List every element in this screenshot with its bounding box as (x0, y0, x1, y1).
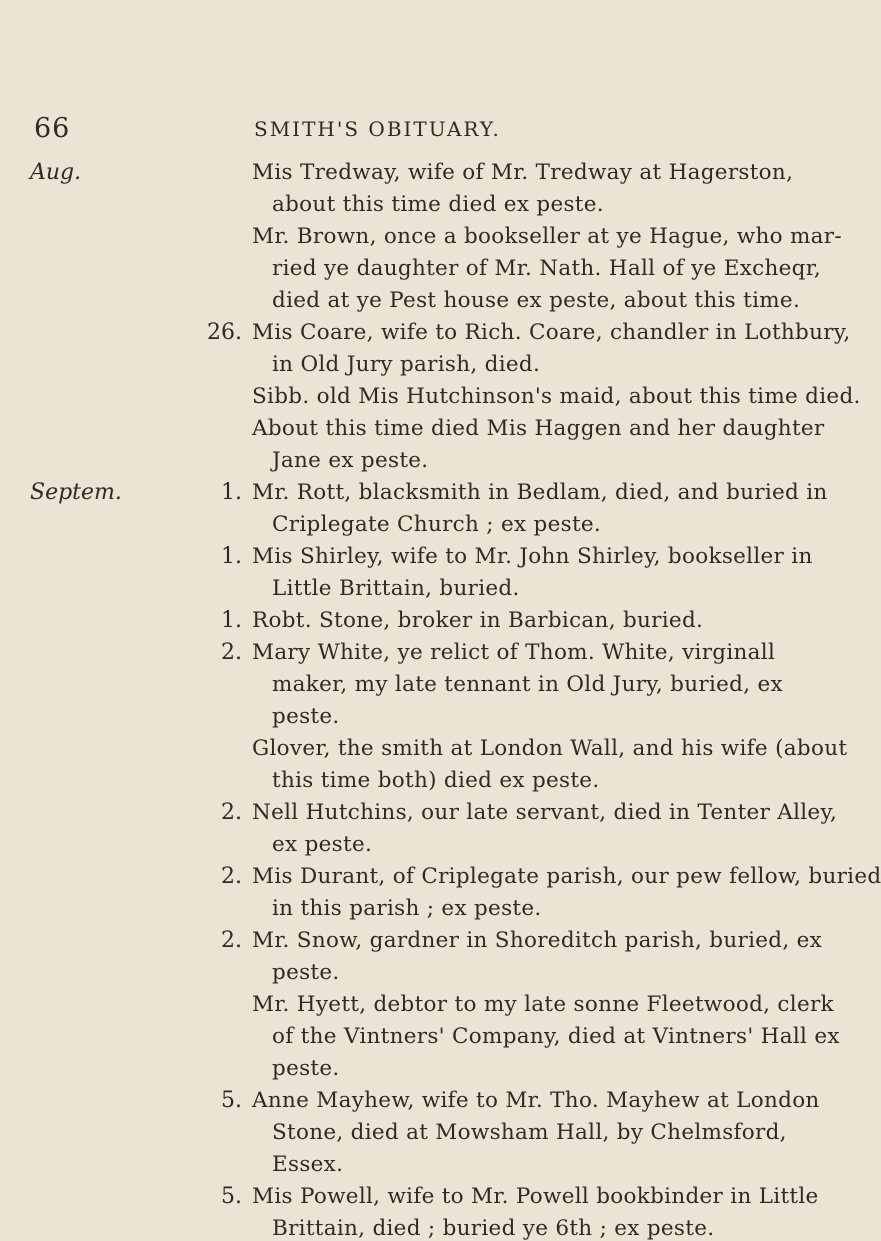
entry-line: peste. (272, 704, 340, 729)
entry-day: 2. (221, 864, 242, 889)
entry-day: 1. (221, 480, 242, 505)
entry-line: Sibb. old Mis Hutchinson's maid, about this time died. (252, 384, 861, 409)
entry-line: Glover, the smith at London Wall, and his wife (about (252, 736, 848, 761)
entry-line: Mr. Snow, gardner in Shoreditch parish, buried, ex (252, 928, 823, 953)
running-head: SMITH'S OBITUARY. (254, 117, 501, 141)
entry-day: 1. (221, 544, 242, 569)
entry-line: About this time died Mis Haggen and her daughter (252, 416, 825, 441)
entry-line: Nell Hutchins, our late servant, died in Tenter Alley, (252, 800, 838, 825)
entry-line: Mr. Rott, blacksmith in Bedlam, died, and buried in (252, 480, 828, 505)
margin-month: Aug. (30, 160, 82, 185)
entry-day: 26. (207, 320, 242, 345)
entry-line: Mis Durant, of Criplegate parish, our pew fellow, buried (252, 864, 881, 889)
page-number: 66 (34, 113, 71, 144)
entry-line: Little Brittain, buried. (272, 576, 520, 601)
entry-line: Essex. (272, 1152, 344, 1177)
entry-line: Criplegate Church ; ex peste. (272, 512, 602, 537)
entry-line: Brittain, died ; buried ye 6th ; ex peste. (272, 1216, 715, 1241)
entry-day: 1. (221, 608, 242, 633)
entry-line: peste. (272, 960, 340, 985)
entry-line: Mis Shirley, wife to Mr. John Shirley, bookseller in (252, 544, 813, 569)
entry-line: in this parish ; ex peste. (272, 896, 542, 921)
entry-line: this time both) died ex peste. (272, 768, 600, 793)
entry-line: in Old Jury parish, died. (272, 352, 541, 377)
margin-month: Septem. (30, 480, 122, 505)
entry-line: died at ye Pest house ex peste, about this time. (272, 288, 801, 313)
entry-day: 2. (221, 928, 242, 953)
entry-day: 2. (221, 800, 242, 825)
entry-line: Mary White, ye relict of Thom. White, virginall (252, 640, 776, 665)
entry-day: 5. (221, 1184, 242, 1209)
entry-line: Mis Powell, wife to Mr. Powell bookbinder in Little (252, 1184, 819, 1209)
entry-line: maker, my late tennant in Old Jury, buried, ex (272, 672, 783, 697)
entry-line: peste. (272, 1056, 340, 1081)
entry-line: Jane ex peste. (272, 448, 429, 473)
entry-line: ex peste. (272, 832, 373, 857)
entry-line: Mr. Brown, once a bookseller at ye Hague, who mar- (252, 224, 842, 249)
entry-line: Mr. Hyett, debtor to my late sonne Fleetwood, clerk (252, 992, 834, 1017)
entry-line: ried ye daughter of Mr. Nath. Hall of ye Excheqr, (272, 256, 822, 281)
entry-line: Stone, died at Mowsham Hall, by Chelmsford, (272, 1120, 787, 1145)
entry-line: Mis Tredway, wife of Mr. Tredway at Hagerston, (252, 160, 794, 185)
entry-day: 2. (221, 640, 242, 665)
entry-line: Mis Coare, wife to Rich. Coare, chandler in Lothbury, (252, 320, 851, 345)
entry-line: about this time died ex peste. (272, 192, 604, 217)
entry-line: of the Vintners' Company, died at Vintners' Hall ex (272, 1024, 840, 1049)
entry-line: Robt. Stone, broker in Barbican, buried. (252, 608, 704, 633)
entry-day: 5. (221, 1088, 242, 1113)
entry-line: Anne Mayhew, wife to Mr. Tho. Mayhew at London (252, 1088, 820, 1113)
